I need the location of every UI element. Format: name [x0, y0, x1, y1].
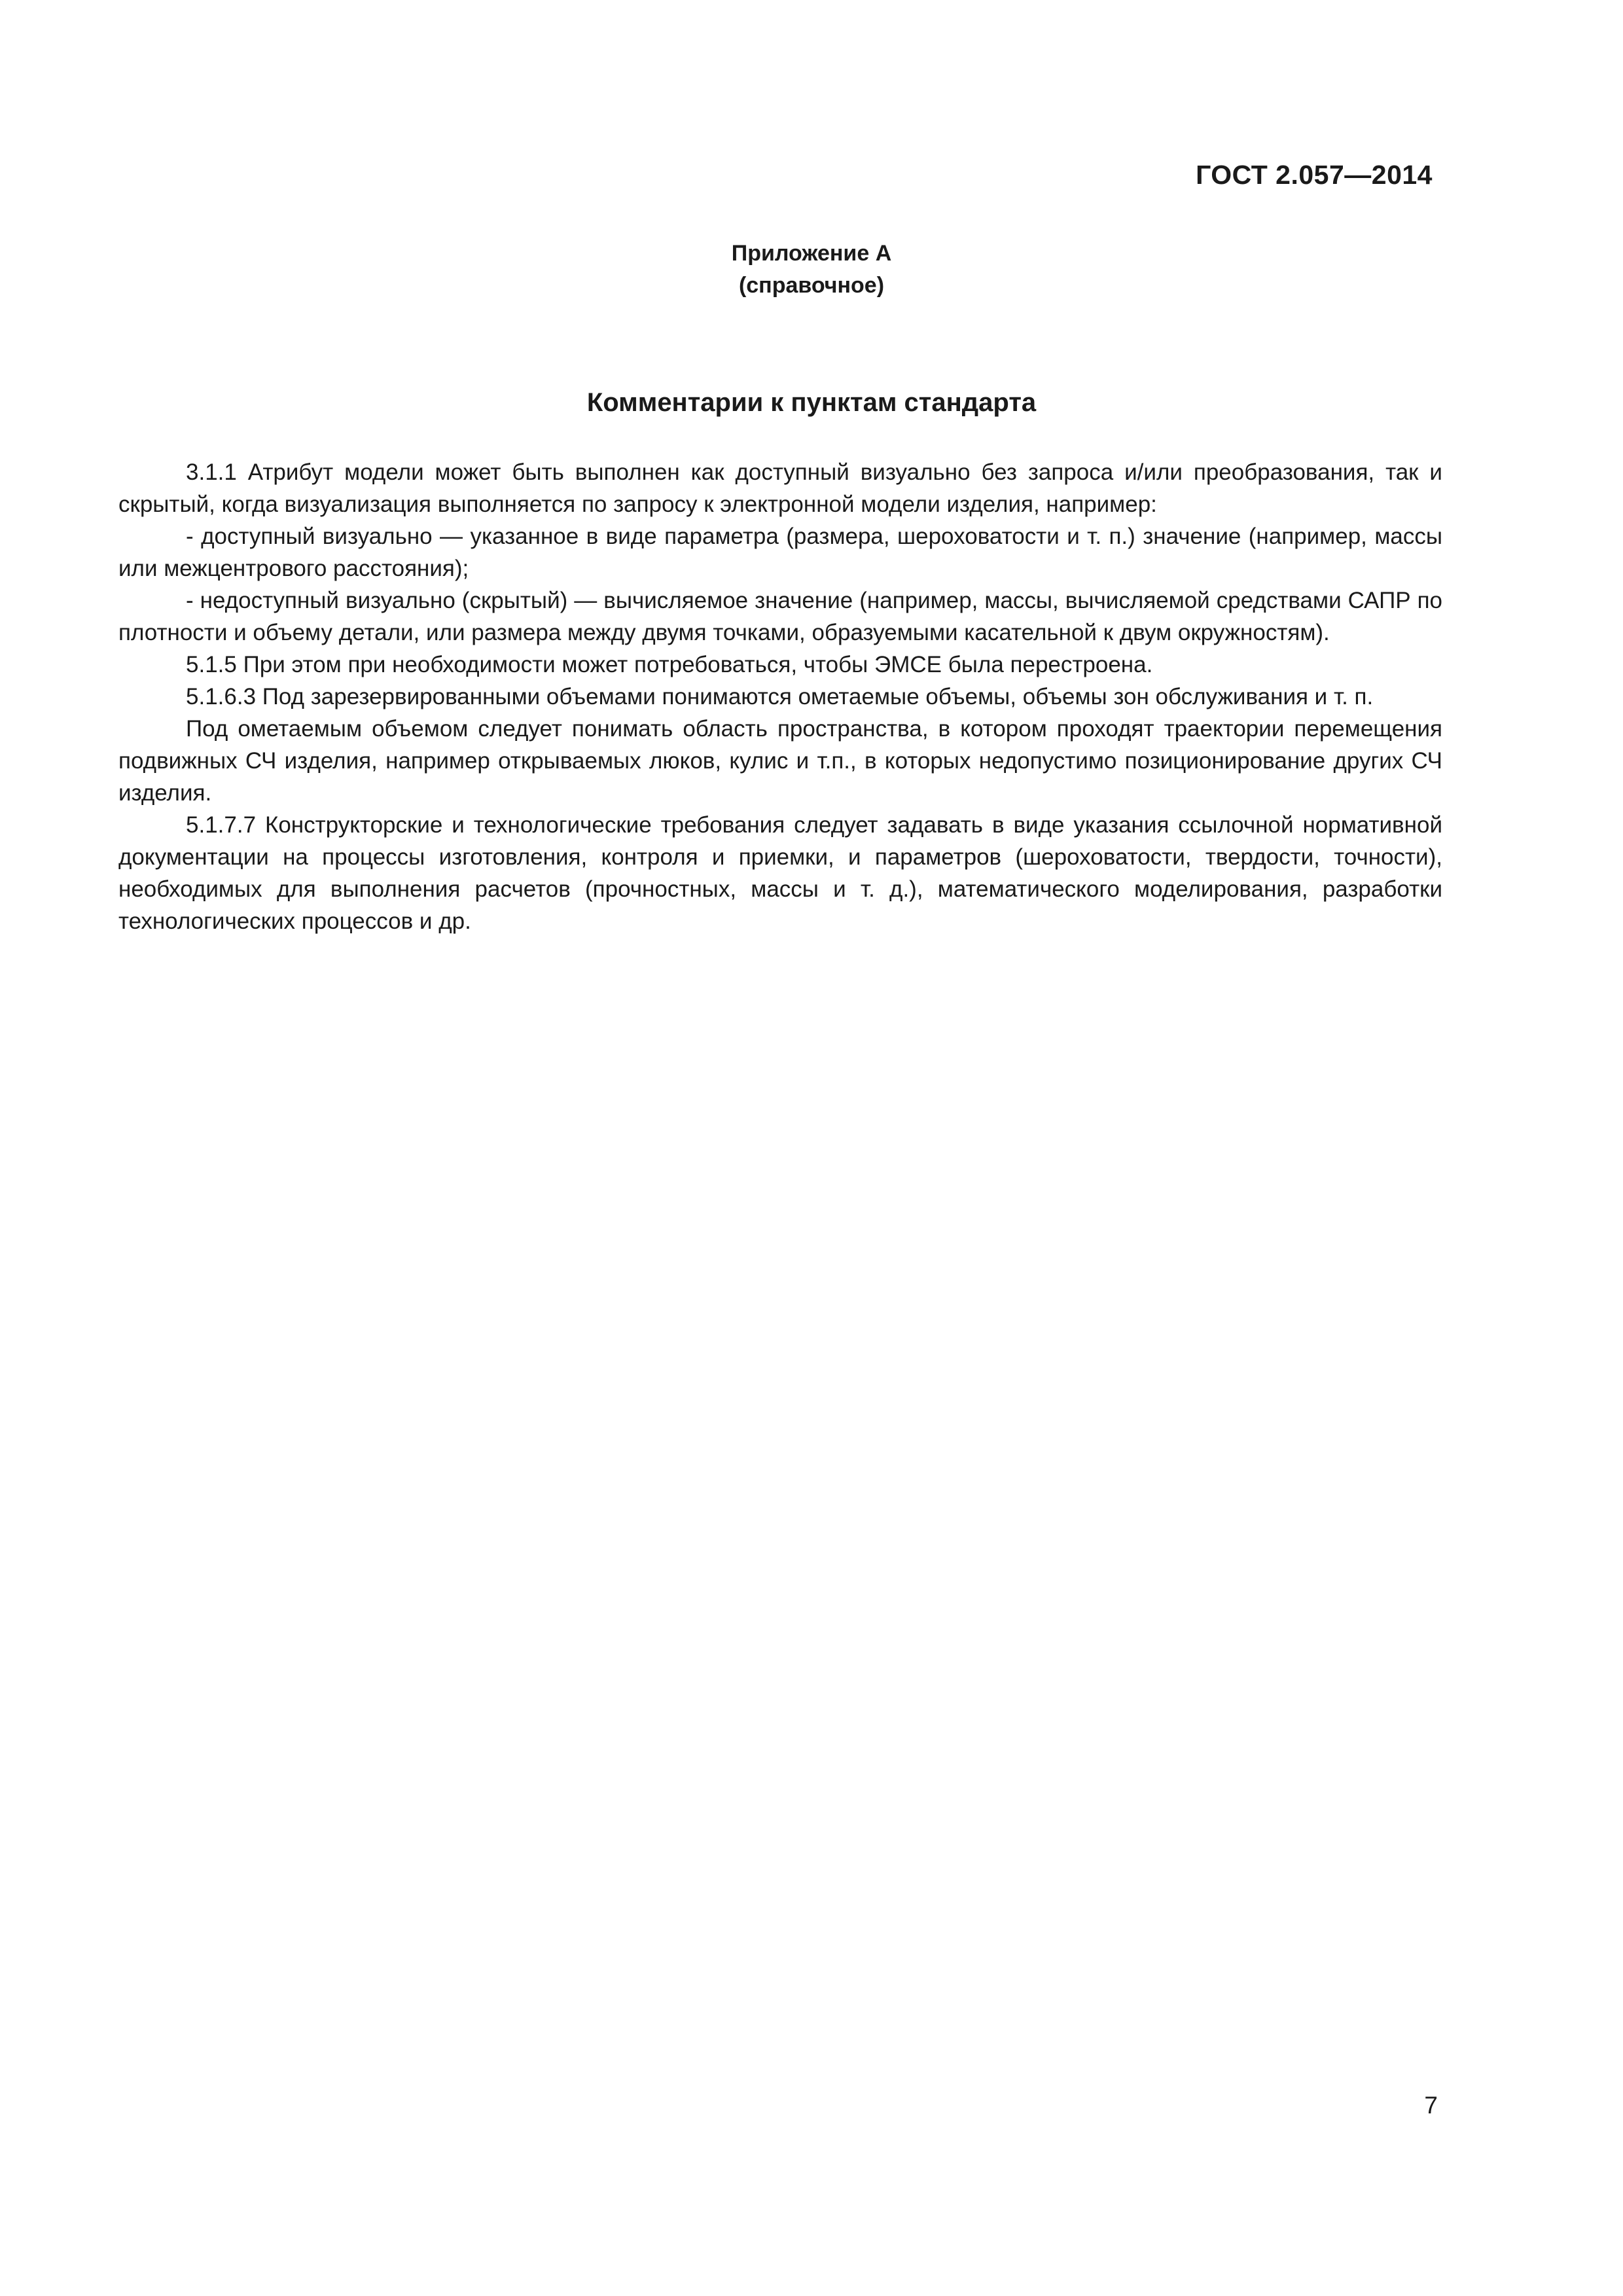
- page-number: 7: [1424, 2092, 1438, 2119]
- paragraph: 5.1.5 При этом при необходимости может потребоваться, чтобы ЭМСЕ была перестроена.: [186, 652, 1153, 677]
- paragraph: 5.1.7.7 Конструкторские и технологические требования следует задавать в виде указания ссылочной нормативной документации на процессы изготовления, контроля и приемки, и параметров (шероховатости, твердости, точности), необходимых для выполнения расчетов (прочностных, массы и т. д.), математического моделирования, разработки технологических процессов и др.: [118, 812, 1442, 934]
- paragraph: Под ометаемым объемом следует понимать область пространства, в котором проходят траектории перемещения подвижных СЧ изделия, например открываемых люков, кулис и т.п., в которых недопустимо позиционирование других СЧ изделия.: [118, 716, 1442, 806]
- appendix-heading: [0, 238, 1623, 302]
- list-item: - доступный визуально — указанное в виде параметра (размера, шероховатости и т. п.) значение (например, массы или межцентрового расстояния);: [118, 524, 1442, 581]
- section-title: Комментарии к пунктам стандарта: [586, 388, 1037, 417]
- appendix-subtitle: (справочное): [738, 273, 885, 298]
- document-code: ГОСТ 2.057—2014: [1196, 160, 1433, 190]
- appendix-title: Приложение А: [731, 241, 892, 266]
- list-item: - недоступный визуально (скрытый) — вычисляемое значение (например, массы, вычисляемой средствами САПР по плотности и объему детали, или размера между двумя точками, образуемыми касательной к двум окружностям).: [118, 588, 1442, 645]
- paragraph: 5.1.6.3 Под зарезервированными объемами понимаются ометаемые объемы, объемы зон обслуживания и т. п.: [186, 684, 1374, 709]
- paragraph: 3.1.1 Атрибут модели может быть выполнен как доступный визуально без запроса и/или преобразования, так и скрытый, когда визуализация выполняется по запросу к электронной модели изделия, например:: [118, 459, 1442, 517]
- body-text: [118, 456, 1442, 937]
